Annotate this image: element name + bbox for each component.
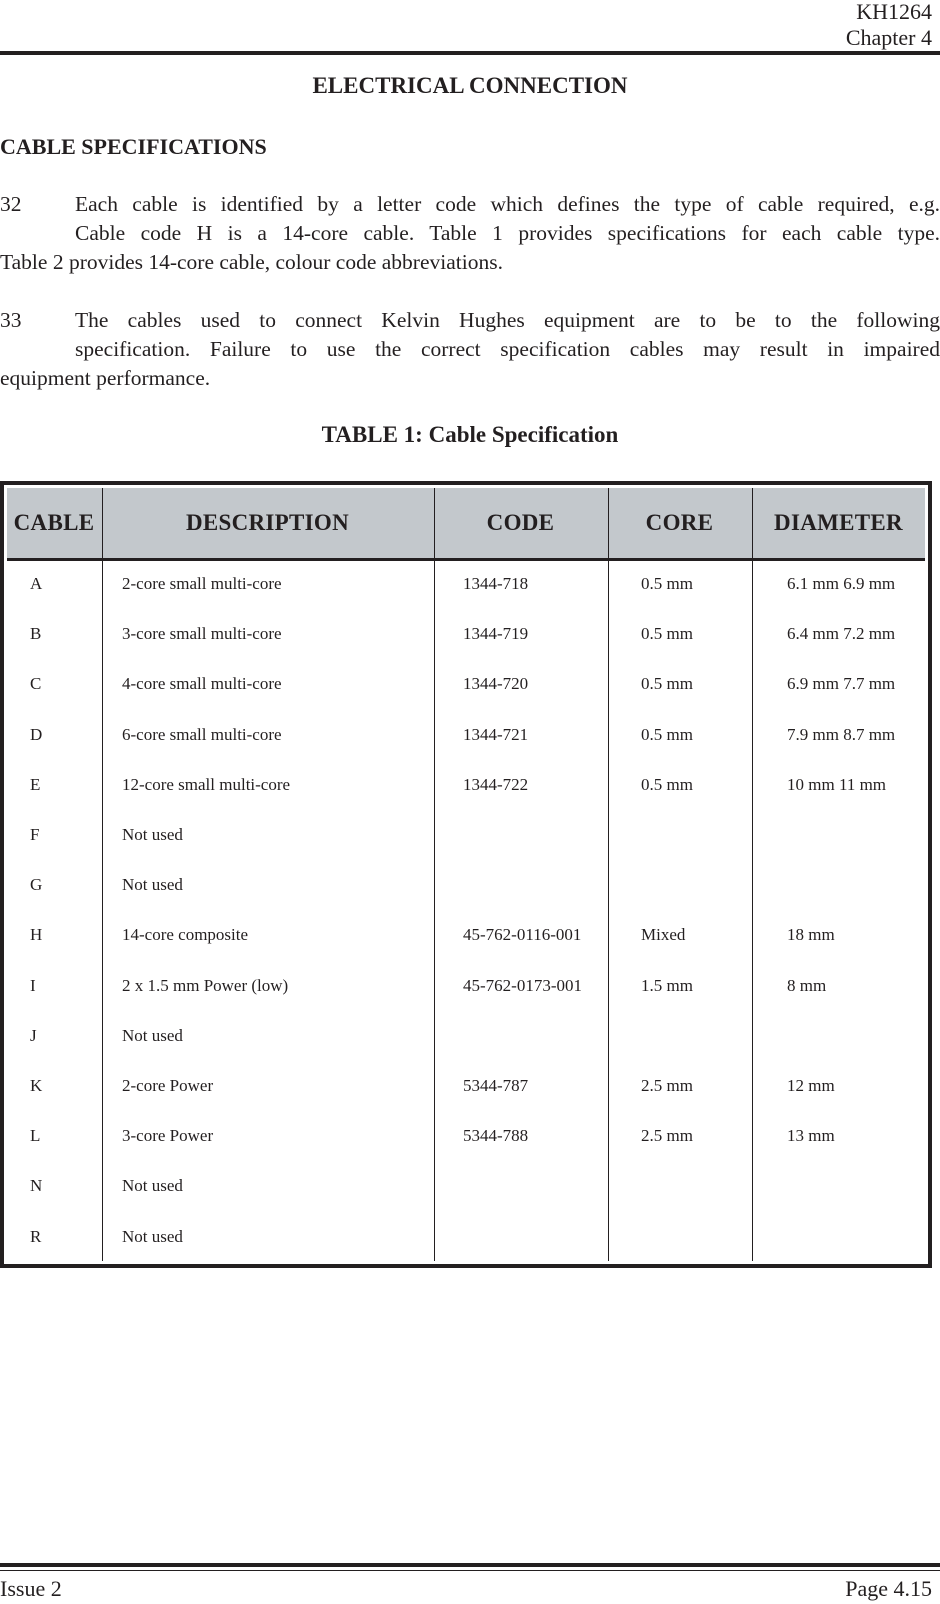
page-title: ELECTRICAL CONNECTION — [312, 73, 628, 98]
header-rule — [0, 51, 940, 55]
table-row — [4, 1214, 928, 1265]
table-row — [4, 561, 928, 612]
cable-description: Not used — [122, 825, 183, 844]
table-header — [7, 488, 925, 561]
cable-letter: G — [30, 875, 43, 895]
cable-description: 4-core small multi-core — [122, 674, 282, 694]
cable-diameter: 6.9 mm 7.7 mm — [787, 674, 896, 694]
column-header-description: DESCRIPTION — [185, 510, 350, 535]
table-row — [4, 611, 928, 662]
cable-letter: K — [30, 1076, 43, 1095]
table-row — [4, 1013, 928, 1064]
cable-diameter: 6.1 mm 6.9 mm — [787, 574, 896, 593]
table-row — [4, 963, 928, 1014]
cable-code: 45-762-0173-001 — [463, 975, 582, 995]
cable-diameter: 8 mm — [787, 975, 827, 995]
cable-description: 12-core small multi-core — [122, 774, 291, 794]
cable-core: 2.5 mm — [641, 1126, 693, 1146]
cable-core: 2.5 mm — [641, 1076, 693, 1095]
table-row — [4, 661, 928, 712]
cable-description: Not used — [122, 1025, 183, 1045]
cable-diameter: 13 mm — [787, 1126, 835, 1146]
cable-code: 1344-720 — [463, 674, 529, 694]
table-row — [4, 862, 928, 913]
cable-letter: B — [30, 624, 42, 644]
column-header-diameter: DIAMETER — [774, 510, 903, 535]
cable-code: 5344-787 — [463, 1076, 529, 1095]
footer-rule-thin — [0, 1570, 940, 1571]
section-heading: CABLE SPECIFICATIONS — [0, 134, 267, 159]
cable-letter: C — [30, 674, 42, 694]
cable-code: 45-762-0116-001 — [463, 925, 582, 945]
cable-letter: H — [30, 925, 43, 945]
table-caption: TABLE 1: Cable Specification — [321, 422, 619, 447]
document-number: KH1264 — [856, 0, 932, 24]
cable-letter: E — [30, 774, 41, 794]
cable-diameter: 7.9 mm 8.7 mm — [787, 724, 896, 744]
cable-letter: A — [30, 574, 43, 593]
issue-label: Issue 2 — [0, 1576, 62, 1601]
table-row — [4, 762, 928, 813]
table-row — [4, 712, 928, 763]
table-row — [4, 1063, 928, 1114]
cable-description: Not used — [122, 1226, 183, 1246]
cable-core: Mixed — [641, 925, 686, 945]
table-row — [4, 912, 928, 963]
cable-core: 0.5 mm — [641, 774, 693, 794]
paragraph-line: specification. Failure to use the correct specification cables may result in impaired — [75, 337, 940, 361]
cable-description: 2 x 1.5 mm Power (low) — [122, 975, 289, 995]
cable-core: 1.5 mm — [641, 975, 693, 995]
cable-core: 0.5 mm — [641, 724, 693, 744]
table-row — [4, 1163, 928, 1214]
cable-specification-table — [0, 481, 932, 1268]
cable-description: 2-core small multi-core — [122, 574, 282, 593]
table-row — [4, 812, 928, 863]
cable-description: 6-core small multi-core — [122, 724, 282, 744]
footer-rule — [0, 1563, 940, 1567]
cable-code: 5344-788 — [463, 1126, 529, 1146]
paragraph-line: Table 2 provides 14-core cable, colour code abbreviations. — [0, 250, 503, 274]
paragraph-number: 32 — [0, 192, 22, 216]
paragraph-32 — [0, 190, 940, 277]
paragraph-33 — [0, 306, 940, 393]
cable-code: 1344-719 — [463, 624, 529, 644]
cable-description: Not used — [122, 875, 183, 895]
paragraph-line: equipment performance. — [0, 366, 211, 390]
cable-letter: N — [30, 1176, 43, 1196]
cable-diameter: 12 mm — [787, 1076, 835, 1095]
chapter-label: Chapter 4 — [845, 25, 932, 50]
cable-description: 2-core Power — [122, 1076, 214, 1095]
cable-diameter: 6.4 mm 7.2 mm — [787, 624, 896, 644]
cable-diameter: 10 mm 11 mm — [787, 774, 887, 794]
cable-core: 0.5 mm — [641, 574, 693, 593]
column-header-core: CORE — [645, 510, 714, 535]
cable-letter: L — [30, 1126, 41, 1146]
paragraph-line: Each cable is identified by a letter code which defines the type of cable required, e.g. — [75, 192, 940, 216]
cable-code: 1344-721 — [463, 724, 529, 744]
paragraph-line: The cables used to connect Kelvin Hughes equipment are to be to the following — [75, 308, 940, 332]
column-header-cable: CABLE — [13, 510, 95, 535]
cable-description: 3-core small multi-core — [122, 624, 282, 644]
cable-core: 0.5 mm — [641, 674, 693, 694]
cable-letter: I — [30, 975, 36, 995]
column-header-code: CODE — [486, 510, 555, 535]
cable-letter: D — [30, 724, 43, 744]
page-number: Page 4.15 — [845, 1576, 932, 1601]
cable-letter: J — [30, 1025, 37, 1045]
cable-description: 14-core composite — [122, 925, 249, 945]
paragraph-line: Cable code H is a 14-core cable. Table 1 provides specifications for each cable type. — [75, 221, 940, 245]
cable-description: Not used — [122, 1176, 183, 1196]
cable-core: 0.5 mm — [641, 624, 693, 644]
paragraph-number: 33 — [0, 308, 22, 332]
cable-diameter: 18 mm — [787, 925, 835, 945]
cable-description: 3-core Power — [122, 1126, 214, 1146]
cable-code: 1344-718 — [463, 574, 529, 593]
cable-code: 1344-722 — [463, 774, 529, 794]
cable-letter: F — [30, 825, 40, 844]
cable-letter: R — [30, 1226, 42, 1246]
table-row — [4, 1113, 928, 1164]
